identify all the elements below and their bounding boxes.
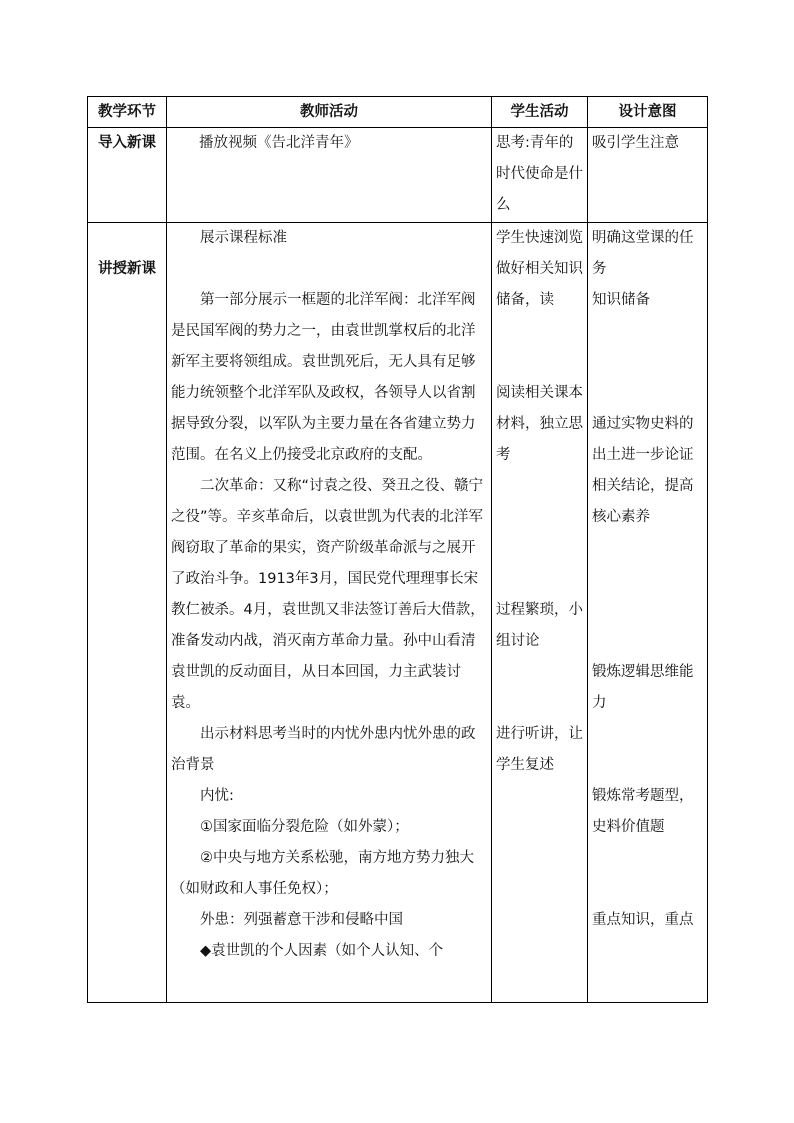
stage-cell — [88, 223, 167, 1003]
teacher-cell — [167, 128, 492, 223]
intent-cell — [588, 223, 708, 1003]
lesson-plan-table — [87, 96, 708, 1003]
table-row — [88, 223, 708, 1003]
teacher-paragraph: 第一部分展示一框题的北洋军阀：北洋军阀是民国军阀的势力之一，由袁世凯掌权后的北洋新军主要将领组成。袁世凯死后，无人具有足够能力统领整个北洋军队及政权，各领导人以省割据导致分裂，以军队为主要力量在各省建立势力范围。在名义上仍接受北京政府的支配。 — [171, 292, 476, 463]
table-row — [88, 128, 708, 223]
intent-text: 锻炼逻辑思维能力 — [592, 664, 694, 711]
student-cell — [492, 128, 588, 223]
student-text: 阅读相关课本材料，独立思考 — [496, 385, 583, 463]
intent-text: 吸引学生注意 — [592, 135, 679, 151]
stage-cell — [88, 128, 167, 223]
header-row — [88, 97, 708, 128]
teacher-cell — [167, 223, 492, 1003]
stage-label: 讲授新课 — [98, 261, 156, 277]
teacher-paragraph: 二次革命：又称“讨袁之役、癸丑之役、赣宁之役”等。辛亥革命后，以袁世凯为代表的北洋军阀窃取了革命的果实，资产阶级革命派与之展开了政治斗争。1913年3月，国民党代理理事长宋教仁被杀。4月，袁世凯又非法签订善后大借款，准备发动内战，消灭南方革命力量。孙中山看清袁世凯的反动面目，从日本回国，力主武装讨袁。 — [171, 478, 485, 711]
student-text: 学生快速浏览 — [496, 230, 583, 246]
student-text: 思考:青年的时代使命是什么 — [496, 135, 583, 213]
student-cell — [492, 223, 588, 1003]
intent-text: 明确这堂课的任务 — [592, 230, 694, 277]
header-teacher: 教师活动 — [167, 97, 492, 128]
header-intent: 设计意图 — [588, 97, 708, 128]
teacher-paragraph: 出示材料思考当时的内忧外患内忧外患的政治背景 — [171, 726, 476, 773]
teacher-paragraph: ◆袁世凯的个人因素（如个人认知、个 — [200, 943, 444, 959]
teacher-paragraph: ②中央与地方关系松驰，南方地方势力独大（如财政和人事任免权）； — [171, 850, 474, 897]
stage-label: 导入新课 — [98, 135, 156, 151]
header-stage: 教学环节 — [88, 97, 167, 128]
teacher-paragraph: ①国家面临分裂危险（如外蒙）； — [200, 819, 409, 835]
header-student: 学生活动 — [492, 97, 588, 128]
teacher-paragraph: 外患：列强蓄意干涉和侵略中国 — [200, 912, 403, 928]
intent-text: 知识储备 — [592, 292, 650, 308]
intent-text: 通过实物史料的出土进一步论证相关结论，提高核心素养 — [592, 416, 694, 525]
teacher-paragraph: 内忧: — [200, 788, 234, 804]
intent-text: 重点知识，重点 — [592, 912, 694, 928]
intent-text: 锻炼常考题型，史料价值题 — [592, 788, 694, 835]
student-text: 做好相关知识储备，读 — [496, 261, 583, 308]
teacher-text: 播放视频《告北洋青年》 — [199, 135, 359, 151]
student-text: 过程繁琐，小组讨论 — [496, 602, 583, 649]
teacher-paragraph: 展示课程标准 — [200, 230, 287, 246]
student-text: 进行听讲，让学生复述 — [496, 726, 583, 773]
intent-cell — [588, 128, 708, 223]
